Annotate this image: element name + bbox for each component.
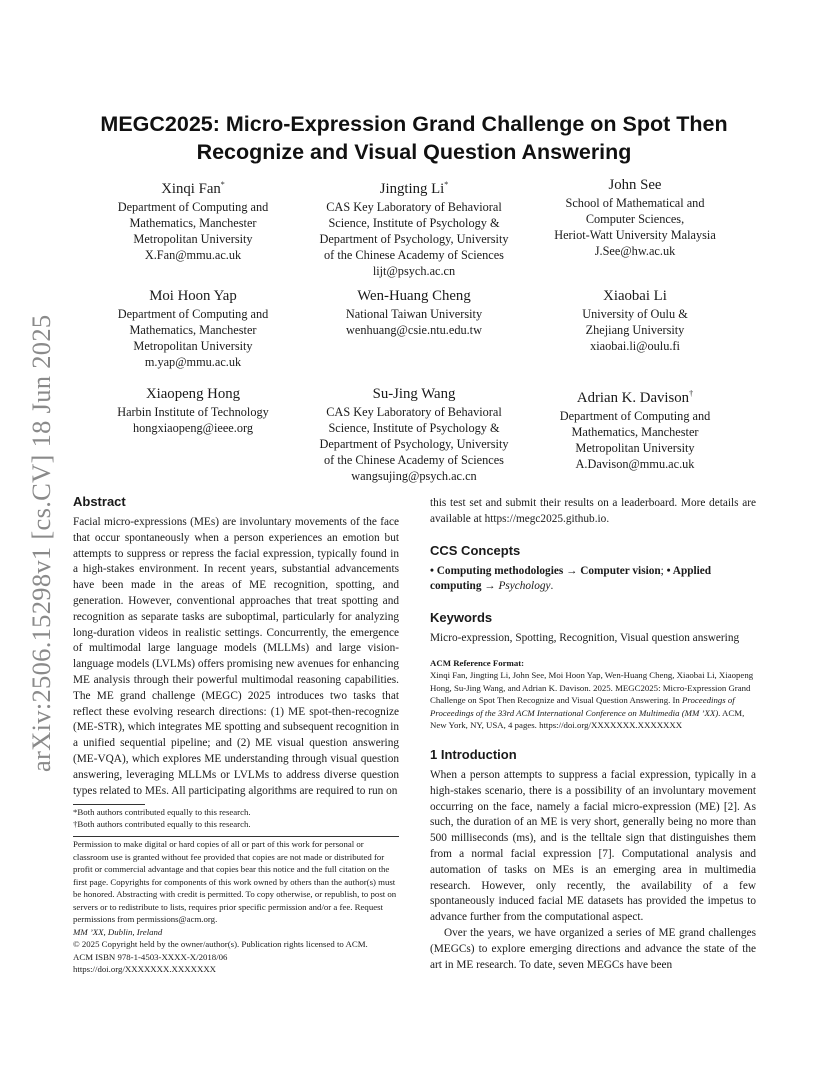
abstract-section xyxy=(73,493,399,799)
footnote-equal-contribution-1: *Both authors contributed equally to this research. xyxy=(73,807,251,817)
author-affiliation-line: of the Chinese Academy of Sciences xyxy=(324,247,504,262)
paper-title xyxy=(70,110,758,166)
author-affiliation-line: CAS Key Laboratory of Behavioral xyxy=(326,199,502,214)
author-name: Xinqi Fan* xyxy=(161,180,225,197)
conference-venue: MM ’XX, Dublin, Ireland xyxy=(73,926,163,937)
acm-ref-venue: Proceedings of Proceedings of the 33rd ACM International Conference on Multimedia (MM ’XX) xyxy=(430,695,735,718)
title-line-2: Recognize and Visual Question Answering xyxy=(196,140,632,164)
author-affiliation-line: wenhuang@csie.ntu.edu.tw xyxy=(346,323,482,337)
footnote-rule xyxy=(73,804,145,805)
author-name: Wen-Huang Cheng xyxy=(357,288,471,304)
ccs-bullet-1: • Computing methodologies xyxy=(430,564,564,577)
author-name: Adrian K. Davison† xyxy=(576,389,694,406)
ccs-separator: ; xyxy=(660,564,667,577)
isbn-line: ACM ISBN 978-1-4503-XXXX-X/2018/06 xyxy=(73,951,228,962)
doi-line: https://doi.org/XXXXXXX.XXXXXXX xyxy=(73,964,217,974)
author-affiliation-line: CAS Key Laboratory of Behavioral xyxy=(326,405,502,419)
author-affiliation-line: Computer Sciences, xyxy=(585,212,685,226)
author-name: Xiaopeng Hong xyxy=(145,386,241,402)
author-card xyxy=(294,175,534,279)
keywords-text: Micro-expression, Spotting, Recognition, Visual question answering xyxy=(430,632,740,645)
author-affiliation-line: Harbin Institute of Technology xyxy=(117,405,269,419)
intro-paragraph-1: When a person attempts to suppress a facial expression, typically in a high-stakes scenario, there is a possibility of an involuntary movement occurring on the face, namely a facial micro-expression (ME) [2]. As such, the duration of an ME is very short, generally being no more than 500 milliseconds (ms), and is the telltale sign that distinguishes them from a normal facial expression [7]. Computational analysis and automation of tasks on MEs is an emerging area in multimedia research. However, only recently, the availability of a few spontaneously induced facial ME datasets has provided the impetus to advance further from the computational aspect. xyxy=(430,768,756,924)
author-name: Su-Jing Wang xyxy=(372,386,456,402)
abstract-text: Facial micro-expressions (MEs) are involuntary movements of the face that occur spontaneously when a person experiences an emotion but attempts to suppress or repress the facial expression, typically found in a high-stakes environment. In recent years, substantial advancements have been made in the areas of ME recognition, spotting, and generation. However, conventional approaches that treat spotting and recognition as separate tasks are suboptimal, particularly for analyzing long-duration videos in realistic settings. Concurrently, the emergence of multimodal large language models (MLLMs) and large vision-language models (LVLMs) offers promising new avenues for enhancing ME analysis through their powerful multimodal reasoning capabilities. The ME grand challenge (MEGC) 2025 introduces two tasks that reflect these evolving research directions: (1) ME spot-then-recognize (ME-STR), which integrates ME spotting and subsequent recognition in a unified sequential pipeline; and (2) ME visual question answering (ME-VQA), which explores ME understanding through visual question answering, leveraging MLLMs or LVLMs to address diverse question types related to MEs. All participating algorithms are required to run on xyxy=(73,516,399,797)
keywords-heading: Keywords xyxy=(430,610,493,626)
ccs-target-1: Computer vision xyxy=(580,564,661,577)
copyright-line: © 2025 Copyright held by the owner/author(s). Publication rights licensed to ACM. xyxy=(73,939,368,949)
ccs-bullet-2: • Applied computing xyxy=(430,564,712,593)
author-card xyxy=(294,384,534,484)
intro-heading: 1 Introduction xyxy=(430,746,517,762)
author-affiliation-line: Zhejiang University xyxy=(585,323,685,337)
author-affiliation-line: National Taiwan University xyxy=(345,307,483,321)
right-column xyxy=(430,496,756,973)
author-affiliation-line: Science, Institute of Psychology & xyxy=(328,215,500,230)
author-affiliation-line: A.Davison@mmu.ac.uk xyxy=(575,456,695,471)
abstract-continuation: this test set and submit their results on a leaderboard. More details are available at https://megc2025.github.io. xyxy=(430,497,756,525)
author-mark: † xyxy=(689,389,694,398)
author-affiliation-line: Department of Computing and xyxy=(559,408,711,423)
author-affiliation-line: lijt@psych.ac.cn xyxy=(372,263,456,278)
author-affiliation-line: of the Chinese Academy of Sciences xyxy=(324,453,504,467)
author-affiliation-line: Mathematics, Manchester xyxy=(129,215,257,230)
footnote-equal-contribution-2: †Both authors contributed equally to this research. xyxy=(73,819,251,829)
author-card xyxy=(73,286,313,370)
ccs-arrow-2: → xyxy=(481,580,499,593)
author-card xyxy=(294,286,534,338)
abstract-heading: Abstract xyxy=(73,494,126,509)
ccs-heading: CCS Concepts xyxy=(430,542,521,558)
author-card xyxy=(515,384,755,472)
permission-text: Permission to make digital or hard copies of all or part of this work for personal or classroom use is granted without fee provided that copies are not made or distributed for profit or commercial advantage and that copies bear this notice and the full citation on the first page. Copyrights for components of this work owned by others than the author(s) must be honored. Abstracting with credit is permitted. To copy otherwise, or republish, to post on servers or to redistribute to lists, requires prior specific permission and/or a fee. Request permissions from permissions@acm.org. xyxy=(73,839,397,924)
title-line-1: MEGC2025: Micro-Expression Grand Challenge on Spot Then xyxy=(100,112,728,136)
author-affiliation-line: Heriot-Watt University Malaysia xyxy=(554,228,716,242)
acm-ref-text xyxy=(430,669,756,732)
ccs-concepts xyxy=(430,564,756,596)
author-affiliation-line: J.See@hw.ac.uk xyxy=(594,244,676,258)
author-affiliation-line: xiaobai.li@oulu.fi xyxy=(590,339,680,353)
author-name: John See xyxy=(608,177,662,193)
author-affiliation-line: University of Oulu & xyxy=(582,307,688,321)
acm-ref-part-1: Xinqi Fan, Jingting Li, John See, Moi Hoon Yap, Wen-Huang Cheng, Xiaobai Li, Xiaopeng Hong, Su-Jing Wang, and Adrian K. Davison. 2025. MEGC2025: Micro-Expression Grand Challenge on Spot Then Recognize and Visual Question Answering. In xyxy=(430,670,754,706)
author-affiliation-line: Mathematics, Manchester xyxy=(571,424,699,439)
author-affiliation-line: Department of Computing and xyxy=(117,199,269,214)
author-affiliation-line: wangsujing@psych.ac.cn xyxy=(351,469,477,483)
author-affiliation-line: Mathematics, Manchester xyxy=(129,323,257,337)
author-name: Moi Hoon Yap xyxy=(149,288,237,304)
author-card xyxy=(515,286,755,354)
author-affiliation-line: Metropolitan University xyxy=(133,231,253,246)
author-affiliation-line: Department of Psychology, University xyxy=(319,231,509,246)
author-mark: * xyxy=(220,180,225,189)
permission-block xyxy=(73,838,399,976)
ccs-end: . xyxy=(550,580,554,593)
author-card xyxy=(73,384,313,436)
author-affiliation-line: Metropolitan University xyxy=(575,440,695,455)
permission-rule xyxy=(73,836,399,837)
author-affiliation-line: X.Fan@mmu.ac.uk xyxy=(144,247,242,262)
author-affiliation-line: m.yap@mmu.ac.uk xyxy=(144,355,242,369)
author-mark: * xyxy=(444,180,449,189)
acm-ref-part-2: . ACM, New York, NY, USA, 4 pages. https://doi.org/XXXXXXX.XXXXXXX xyxy=(430,707,745,731)
arxiv-stamp: arXiv:2506.15298v1 [cs.CV] 18 Jun 2025 xyxy=(26,314,56,772)
author-affiliation-line: hongxiaopeng@ieee.org xyxy=(132,421,254,435)
intro-paragraph-2: Over the years, we have organized a series of ME grand challenges (MEGCs) to explore emerging directions and advance the state of the art in ME research. To date, seven MEGCs have been xyxy=(430,926,756,971)
author-affiliation-line: Metropolitan University xyxy=(133,339,253,353)
author-affiliation-line: Department of Psychology, University xyxy=(319,437,509,451)
ccs-arrow-1: → xyxy=(563,564,581,577)
footnotes xyxy=(73,806,399,830)
author-name: Xiaobai Li xyxy=(603,288,667,304)
acm-ref-heading: ACM Reference Format: xyxy=(430,657,525,668)
author-affiliation-line: Department of Computing and xyxy=(117,307,269,321)
ccs-target-2: Psychology xyxy=(498,580,551,593)
author-name: Jingting Li* xyxy=(379,180,449,197)
author-affiliation-line: Science, Institute of Psychology & xyxy=(328,421,500,435)
author-card xyxy=(515,175,755,259)
author-affiliation-line: School of Mathematical and xyxy=(565,196,705,210)
author-card xyxy=(73,175,313,263)
